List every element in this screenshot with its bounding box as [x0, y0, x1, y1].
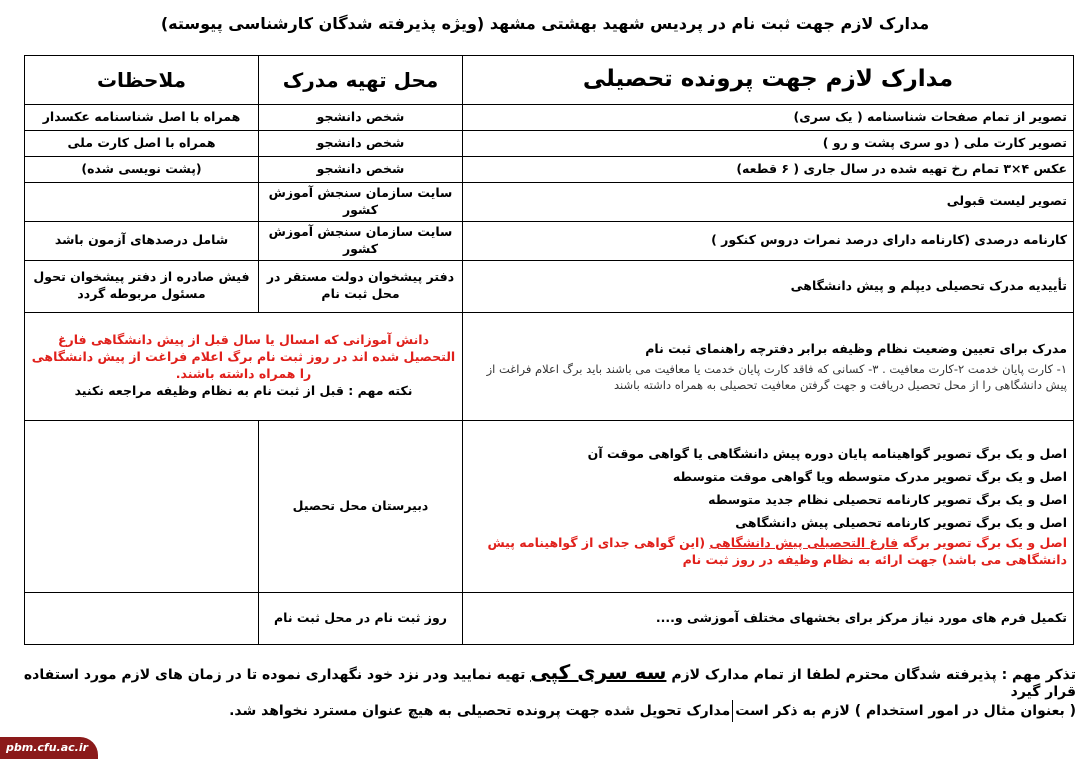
row-place: شخص دانشجو [259, 131, 463, 157]
school-item: اصل و یک برگ تصویر کارنامه تحصیلی پیش دانشگاهی [735, 515, 1067, 530]
school-row [25, 420, 1074, 592]
footer-line-2 [14, 700, 1076, 722]
table-row [25, 260, 1074, 312]
military-doc-title: مدرک برای تعیین وضعیت نظام وظیفه برابر دفترچه راهنمای ثبت نام [645, 340, 1067, 356]
military-doc-cell [463, 312, 1074, 420]
school-item: اصل و یک برگ تصویر مدرک متوسطه ویا گواهی موقت متوسطه [672, 469, 1067, 485]
table-header-row [25, 56, 1074, 105]
documents-table [24, 55, 1074, 645]
forms-row [25, 592, 1074, 644]
row-note: شامل درصدهای آزمون باشد [25, 221, 259, 260]
school-place: دبیرستان محل تحصیل [259, 420, 463, 592]
school-item: اصل و یک برگ تصویر کارنامه تحصیلی نظام جدید متوسطه [708, 492, 1067, 508]
header-notes: ملاحظات [25, 56, 259, 105]
footer-line-1 [14, 660, 1076, 700]
forms-place: روز ثبت نام در محل ثبت نام [259, 592, 463, 644]
table-row [25, 183, 1074, 222]
row-note: (پشت نویسی شده) [25, 157, 259, 183]
school-red-suffix: (این گواهی جدای از گواهینامه پیش دانشگاهی می باشد) جهت ارائه به نظام وظیفه در روز ثبت نام [487, 534, 1067, 567]
row-place: شخص دانشجو [259, 105, 463, 131]
school-doc-cell [463, 420, 1074, 592]
military-note-cell [25, 312, 463, 420]
military-doc-detail: ۱- کارت پایان خدمت ۲-کارت معافیت . ۳- کسانی که فاقد کارت پایان خدمت یا معافیت می باشند باید برگ اعلام فراغت از پیش دانشگاهی را از محل تحصیل دریافت و جهت گرفتن معافیت تحصیلی به همراه داشته باشند [486, 361, 1067, 393]
row-doc: تصویر از تمام صفحات شناسنامه ( یک سری) [463, 105, 1074, 131]
row-doc: تصویر کارت ملی ( دو سری پشت و رو ) [463, 131, 1074, 157]
table-row [25, 221, 1074, 260]
row-doc: عکس ۴×۳ تمام رخ تهیه شده در سال جاری ( ۶ قطعه) [463, 157, 1074, 183]
table-row [25, 105, 1074, 131]
row-place: سایت سازمان سنجش آموزش کشور [259, 183, 463, 222]
page-title: مدارک لازم جهت ثبت نام در پردیس شهید بهشتی مشهد (ویژه پذیرفته شدگان کارشناسی پیوسته) [160, 14, 930, 33]
row-place: شخص دانشجو [259, 157, 463, 183]
row-doc: کارنامه درصدی (کارنامه دارای درصد نمرات دروس کنکور ) [463, 221, 1074, 260]
header-documents: مدارک لازم جهت پرونده تحصیلی [463, 56, 1074, 105]
table-row [25, 131, 1074, 157]
row-place: سایت سازمان سنجش آموزش کشور [259, 221, 463, 260]
school-item: اصل و یک برگ تصویر گواهینامه پایان دوره پیش دانشگاهی یا گواهی موقت آن [587, 446, 1067, 462]
row-place: دفتر پیشخوان دولت مستقر در محل ثبت نام [259, 260, 463, 312]
row-note: همراه با اصل شناسنامه عکسدار [25, 105, 259, 131]
table-row [25, 157, 1074, 183]
forms-note [25, 592, 259, 644]
military-note-important: نکته مهم : قبل از ثبت نام به نظام وظیفه مراجعه نکنید [74, 382, 413, 398]
header-place: محل تهیه مدرک [259, 56, 463, 105]
footer-text: تذکر مهم : پذیرفته شدگان محترم لطفا از تمام مدارک لازم [671, 667, 1076, 683]
row-note: همراه با اصل کارت ملی [25, 131, 259, 157]
school-red-prefix: اصل و یک برگ تصویر برگه [898, 534, 1067, 550]
footer-text: مدارک تحویل شده جهت پرونده تحصیلی به هیچ عنوان مسترد نخواهد شد. [229, 703, 731, 719]
military-row [25, 312, 1074, 420]
school-item-red [487, 535, 1067, 567]
military-note-red: دانش آموزانی که امسال یا سال قبل از پیش دانشگاهی فارغ التحصیل شده اند در روز ثبت نام برگ اعلام فراغت از پیش دانشگاهی را همراه داشته باشند. [31, 332, 456, 381]
row-note: فیش صادره از دفتر پیشخوان تحول مسئول مربوطه گردد [25, 260, 259, 312]
row-doc: تأییدیه مدرک تحصیلی دیپلم و پیش دانشگاهی [463, 260, 1074, 312]
forms-doc: تکمیل فرم های مورد نیاز مرکز برای بخشهای مختلف آموزشی و.... [463, 592, 1074, 644]
footer-highlight: سه سری کپی [530, 660, 667, 684]
school-note [25, 420, 259, 592]
school-red-underlined: فارغ التحصیلی پیش دانشگاهی [709, 534, 899, 550]
footer-text: ( بعنوان مثال در امور استخدام ) لازم به ذکر است [735, 703, 1076, 719]
text-cursor [732, 700, 733, 722]
site-badge: pbm.cfu.ac.ir [0, 737, 98, 759]
row-doc: تصویر لیست قبولی [463, 183, 1074, 222]
row-note [25, 183, 259, 222]
footer-text: تهیه نمایید ودر نزد خود نگهداری نموده تا در زمان های لازم مورد استفاده قرار گیرد [23, 667, 1076, 700]
